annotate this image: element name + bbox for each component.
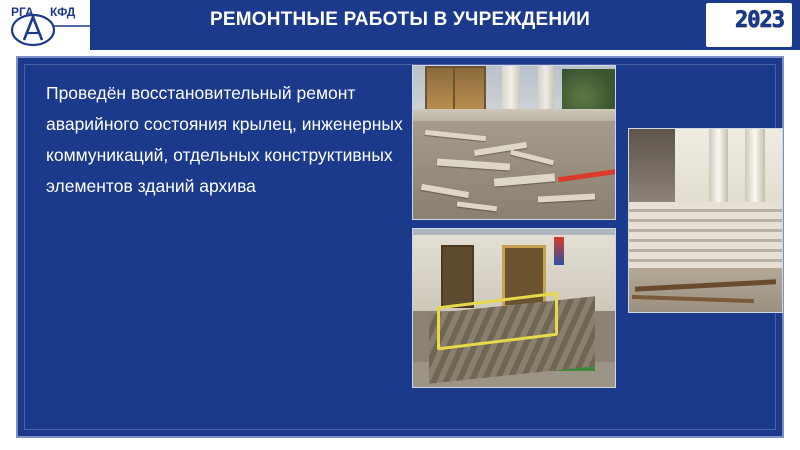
photo-stair-treads [629,202,782,272]
photo-steps [412,228,616,388]
year-label: 2023 [735,8,784,33]
photo-column-right [538,66,554,110]
photo-column-left [502,66,520,113]
photo-door-layer [425,66,486,112]
body-text: Проведён восстановительный ремонт аварийного состояния крылец, инженерных коммуникаций, отдельных конструктивных элементов зданий архива [46,83,403,196]
svg-text:РГА: РГА [11,5,34,19]
photo-stairs [628,128,783,313]
svg-text:КФД: КФД [50,5,76,19]
photo-rubble [412,65,616,220]
slide-header [0,0,800,50]
rgakfd-logo-icon [6,2,92,48]
photo-door-seam [453,66,455,112]
page-title: РЕМОНТНЫЕ РАБОТЫ В УЧРЕЖДЕНИИ [210,9,590,30]
photo-door-left [441,245,473,308]
photo-shadow-area [629,129,675,202]
photo-flag [554,237,564,265]
